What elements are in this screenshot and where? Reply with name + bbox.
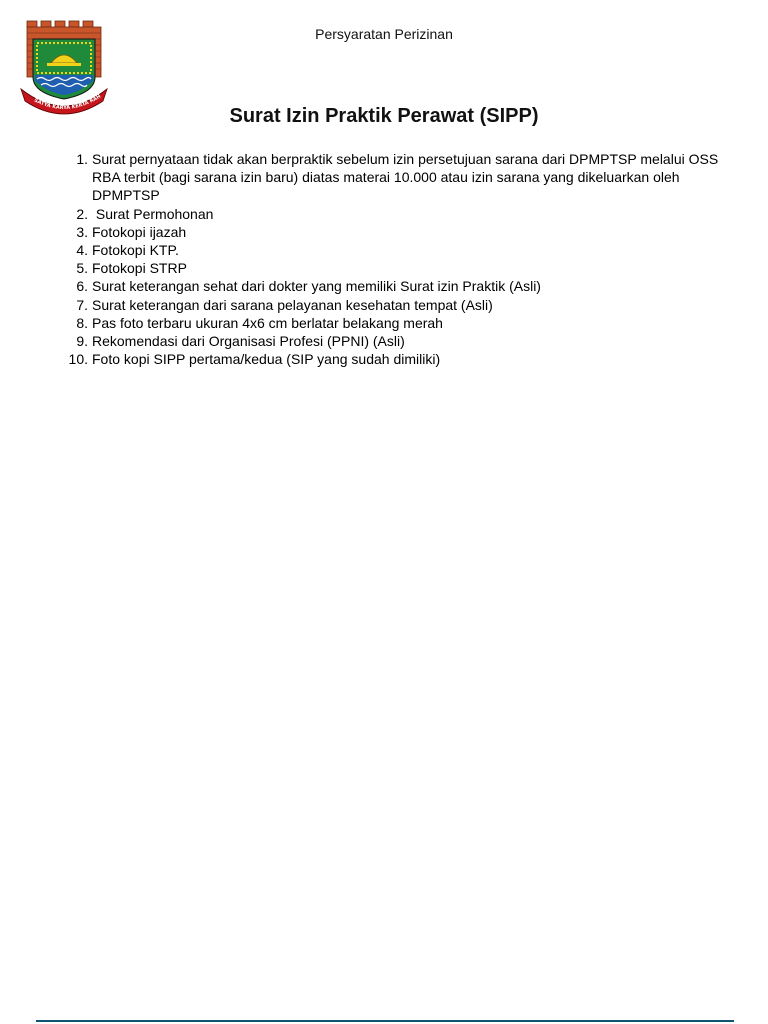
list-item [76,296,732,314]
item-text: Surat pernyataan tidak akan berpraktik sebelum izin persetujuan sarana dari DPMPTSP melalui OSS RBA terbit (bagi sarana izin baru) diatas materai 10.000 atau izin sarana yang dikeluarkan oleh DPMPTSP [92,151,719,204]
footer-divider [36,1020,734,1022]
item-number: 4. [76,242,88,259]
list-item [76,259,732,277]
requirements-list [68,150,732,368]
list-item [68,350,732,368]
list-item [76,314,732,332]
list-item [76,223,732,241]
kabupaten-tangerang-emblem-icon [19,19,109,117]
item-number: 3. [76,223,88,240]
item-number: 5. [76,260,88,277]
item-number: 10. [68,351,88,368]
item-text: Fotokopi ijazah [92,223,187,240]
list-item [76,277,732,295]
list-item [76,150,732,205]
header-text: Persyaratan Perizinan [315,26,453,42]
item-number: 7. [76,296,88,313]
item-number: 1. [76,151,88,167]
item-number: 2. [76,205,88,222]
list-item [76,332,732,350]
list-item [76,205,732,223]
svg-text:SATYA KARYA KERTA RAHARJA: SATYA KARYA KERTA RAH [33,93,103,112]
item-text: Foto kopi SIPP pertama/kedua (SIP yang sudah dimiliki) [92,351,441,368]
item-text: Surat Permohonan [92,205,214,222]
document-title: Surat Izin Praktik Perawat (SIPP) [229,105,539,127]
item-text: Surat keterangan sehat dari dokter yang memiliki Surat izin Praktik (Asli) [92,278,541,295]
item-text: Fotokopi KTP. [92,242,179,259]
item-text: Pas foto terbaru ukuran 4x6 cm berlatar belakang merah [92,314,443,331]
item-text: Rekomendasi dari Organisasi Profesi (PPNI) (Asli) [92,333,405,350]
item-number: 8. [76,314,88,331]
item-number: 9. [76,333,88,350]
item-number: 6. [76,278,88,295]
item-text: Fotokopi STRP [92,260,187,277]
list-item [76,241,732,259]
item-text: Surat keterangan dari sarana pelayanan kesehatan tempat (Asli) [92,296,493,313]
